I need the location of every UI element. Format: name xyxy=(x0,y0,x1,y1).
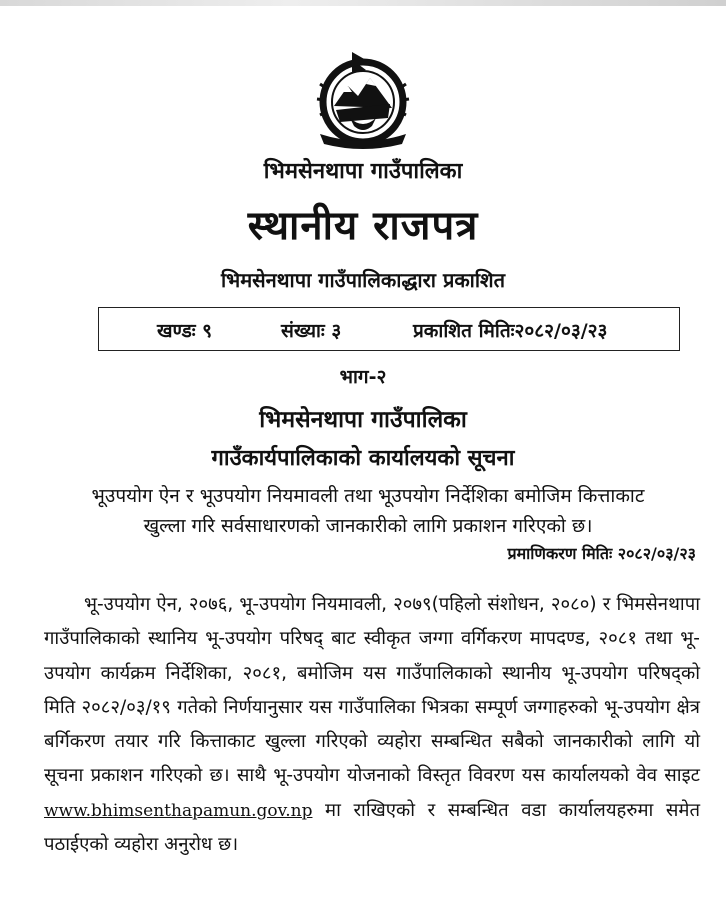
publication-info-box xyxy=(98,307,680,351)
volume-number: खण्डः ९ xyxy=(157,320,213,342)
publisher-line: भिमसेनथापा गाउँपालिकाद्धारा प्रकाशित xyxy=(220,268,506,292)
intro-line-1: भूउपयोग ऐन र भूउपयोग नियमावली तथा भूउपयोग निर्देशिका बमोजिम कित्ताकाट xyxy=(91,485,645,507)
municipality-name: भिमसेनथापा गाउँपालिका xyxy=(263,159,463,184)
part-label: भाग-२ xyxy=(339,366,387,388)
published-date: प्रकाशित मितिः२०८२/०३/२३ xyxy=(413,320,608,342)
website-link[interactable]: www.bhimsenthapamun.gov.np xyxy=(44,800,313,821)
nepal-government-emblem-icon xyxy=(306,48,420,152)
certification-date: प्रमाणिकरण मितिः २०८२/०३/२३ xyxy=(507,544,696,563)
scan-edge xyxy=(0,0,726,6)
notice-body-text-end: मा राखिएको र सम्बन्धित वडा कार्यालयहरुमा समेत पठाईएको व्यहोरा अनुरोध छ। xyxy=(44,799,700,856)
office-notice-heading: गाउँकार्यपालिकाको कार्यालयको सूचना xyxy=(211,446,515,471)
notice-municipality: भिमसेनथापा गाउँपालिका xyxy=(259,407,467,433)
notice-body-text: भू-उपयोग ऐन, २०७६, भू-उपयोग नियमावली, २०७९(पहिलो संशोधन, २०८०) र भिमसेनथापा गाउँपालिकाको स्थानिय भू-उपयोग परिषद् बाट स्वीकृत जग्गा वर्गिकरण मापदण्ड, २०८१ तथा भू-उपयोग कार्यक्रम निर्देशिका, २०८१, बमोजिम यस गाउँपालिकाको स्थानीय भू-उपयोग परिषद्को मिति २०८२/०३/१९ गतेको निर्णयानुसार यस गाउँपालिका भित्रका सम्पूर्ण जग्गाहरुको भू-उपयोग क्षेत्र बर्गिकरण तयार गरि कित्ताकाट खुल्ला गरिएको व्यहोरा सम्बन्धित सबैको जानकारीको लागि यो सूचना प्रकाशन गरिएको छ। साथै भू-उपयोग योजनाको विस्तृत विवरण यस कार्यालयको वेव साइट xyxy=(44,594,700,787)
gazette-title: स्थानीय राजपत्र xyxy=(247,203,479,249)
notice-body xyxy=(44,588,700,862)
intro-line-2: खुल्ला गरि सर्वसाधारणको जानकारीको लागि प्रकाशन गरिएको छ। xyxy=(143,515,593,537)
issue-number: संख्याः ३ xyxy=(281,320,342,342)
